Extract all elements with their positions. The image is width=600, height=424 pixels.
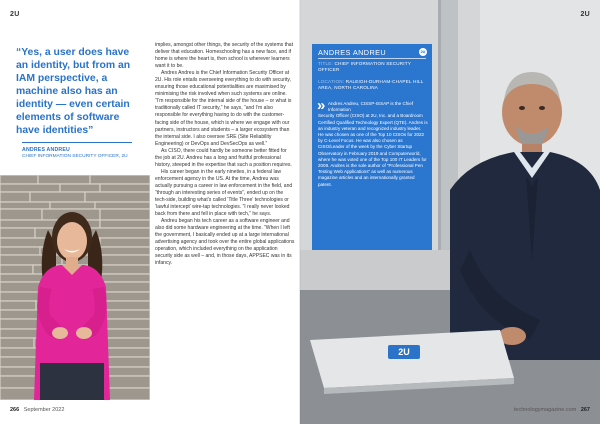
laptop-logo-text: 2U — [398, 347, 410, 357]
portrait-photo-woman — [0, 175, 150, 400]
brand-logo-left: 2U — [10, 11, 20, 18]
issue-date: September 2022 — [23, 407, 65, 413]
bio-lead: Andres Andreu, CISSP-ISSAP is the Chief Information — [328, 101, 414, 113]
page-number-left: 266 — [10, 407, 20, 413]
pull-quote: “Yes, a user does have an identity, but from an IAM perspective, a machine also has an identity — even certain elements of software have identities” — [16, 47, 131, 136]
quote-arrows-icon: » — [317, 97, 326, 114]
website-url: technologymagazine.com — [513, 407, 577, 413]
right-page — [300, 0, 600, 424]
brand-logo-right: 2U — [580, 11, 590, 18]
bio-title-key: TITLE: — [318, 61, 333, 66]
pull-quote-divider — [22, 142, 132, 143]
article-body-column — [155, 42, 295, 268]
pull-quote-name: ANDRES ANDREU — [22, 147, 70, 153]
pull-quote-title: CHIEF INFORMATION SECURITY OFFICER, 2U — [22, 154, 128, 159]
article-paragraph: implies, amongst other things, the security of the systems that deliver that education. Homeschooling has a new face, and if home is where the heart is, then school is wherever learners want it to be. — [155, 42, 294, 70]
bio-location — [318, 79, 428, 91]
article-paragraph: His career began in the early nineties, in a federal law enforcement agency in the US. At the time, Andreu was actually pursuing a career in law enforcement in the field, and “through an interesting series of events”, ended up on the tech-side, building what’s called ‘Title Three’ technologies or ‘lawful intercept’ wire-tap technologies. “I really never looked back from there and fell in place with tech,” he says. — [155, 168, 293, 218]
article-paragraph: Andres Andreu is the Chief Information Security Officer at 2U. His role entails overseeing everything to do with security, ensuring those educational potentialities are maximised by minimising the risk involved when such systems are online. “I’m responsible for the internal side of the house – or what is traditionally called IT security,” he says, “and I’m also responsible for everything having to do with the customer-facing side of the house, which is where we engage with our partners, instructors and students – a larger ecosystem than the internal side. I also oversee SRE (Site Reliability Engineering) or DevOps and DevSecOps as well.” — [155, 70, 292, 147]
page-gutter — [299, 0, 301, 424]
bio-title — [318, 61, 428, 73]
bio-location-value: RALEIGH-DURHAM-CHAPEL HILL AREA, NORTH CAROLINA — [318, 79, 424, 91]
bio-body: Security Officer (CISO) at 2U, Inc. and a Boardroom Certified Qualified Technology Expert (QTE). Andres is an industry veteran and recognized industry leader. He was chosen as one of the Top 10 CISOs for 2022 by C-Level Focus. He was also chosen as CISO/Leader of the week by the Cyber Startup Observatory in February 2019 and Computerworld, where he was voted one of the Top 100 IT Leaders for 2009. Andres is the sole author of “Professional Pen Testing Web Applications” as well as numerous magazine articles and an internationally granted patent. — [318, 113, 428, 187]
footer-right — [514, 407, 590, 413]
footer-left — [10, 407, 64, 413]
page-number-right: 267 — [580, 407, 590, 413]
stone-wall-portrait-image — [0, 175, 150, 400]
bio-text — [317, 97, 428, 188]
article-paragraph: As CISO, there could hardly be someone better fitted for the job at 2U. Andreu has a long and fruitful professional history, steeped in the expertise that such a position requires. — [155, 147, 292, 168]
article-paragraph: Andreu began his tech career as a software engineer and also did some hardware engineering at the time. “When I left the government, I basically ended up at a large international advertising agency and took over the entire global applications operation, which included everything on the application security side as well – and, in those days, APPSEC was in its infancy. — [155, 218, 295, 267]
bio-card — [312, 44, 432, 250]
bio-title-value: CHIEF INFORMATION SECURITY OFFICER — [318, 61, 411, 73]
bio-divider — [318, 58, 426, 59]
2u-logo-icon: 2U — [420, 50, 426, 54]
bio-location-key: LOCATION: — [318, 79, 345, 84]
bio-name: ANDRES ANDREU — [318, 48, 387, 57]
